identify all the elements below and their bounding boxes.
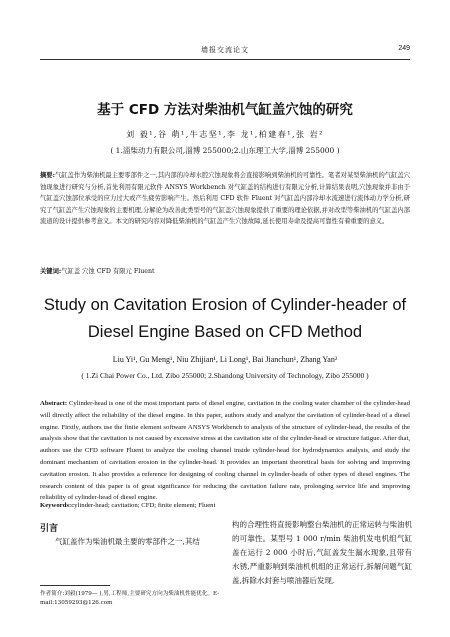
intro-text-left: 气缸盖作为柴油机最主要的零部件之一,其结 (55, 537, 200, 546)
title-english: Study on Cavitation Erosion of Cylinder-header of Diesel Engine Based on CFD Method (43, 296, 407, 341)
keywords-label-en: Keywords: (40, 502, 72, 509)
abstract-text-en: Cylinder-head is one of the most important parts of diesel engine, cavitation in the cooling water chamber of the cylinder-head will directly affect the reliability of the diesel engine. In this paper, authors study and analyze the cavitation of cylinder-head of a diesel engine. Firstly, authors use the finite element software ANSYS Workbench to analysis of the structure of cylinder-head, the results of the analysis show that the cavitation is not caused by excessive stress at the cavitation site of the cylinder-head or structure fatigue. After that, authors use the CFD software Fluent to analyze the cooling channel inside cylinder-head for hydrodynamics analysis, and study the dominant mechanism of cavitation erosion in the cylinder-head. It provides an important theoretical basis for solving and improving cavitation erosion. It also provides a reference for designing of cooling channel in cylinder-heads of other types of diesel engines. The research content of this paper is of great significance for reducing the cavitation failure rate, prolonging service life and improving reliability of cylinder-head of diesel engine. (40, 400, 410, 502)
keywords-text-cn: 气缸盖 穴蚀 CFD 有限元 Fluent (61, 268, 155, 275)
keywords-label-cn: 关键词: (40, 268, 62, 275)
abstract-english (40, 398, 410, 504)
keywords-english (40, 502, 410, 509)
abstract-text-cn: 气缸盖作为柴油机最主要零部件之一,其内部的冷却水腔穴蚀现象将会直接影响到柴油机的可靠性。笔者对某型柴油机的气缸盖穴蚀现象进行研究与分析,首先利用有限元软件 ANSYS Workbench 对气缸盖的结构进行有限元分析,计算结果表明,穴蚀现象并非由于气缸盖穴蚀部位承受的应力过大或产生疲劳影响产生。然后利用 CFD 软件 Fluent 对气缸盖内部冷却水流速进行流体动力学分析,研究了气缸盖产生穴蚀现象的主要机理,分解论为改善此类型号的气缸盖穴蚀现象提供了重要的理论依据,并对改型等柴油机的气缸盖内部流道的设计提供参考意义。本文的研究内容对降低柴油机的气缸盖产生穴蚀故障,延长使用寿命及提高可靠性有着重要的意义。 (40, 172, 410, 226)
running-header (40, 43, 410, 60)
title-chinese: 基于 CFD 方法对柴油机气缸盖穴蚀的研究 (97, 102, 353, 118)
intro-text-right: 构的合理性将直接影响整台柴油机的正常运转与柴油机的可靠性。某型号 1 000 r/min 柴油机发电机组气缸盖在运行 2 000 小时后,气缸盖发生漏水现象,且带有水锈,严重影响到柴油机机组的正常运行,拆解问题气缸盖,拆除水封套与喷油器后发现, (232, 520, 412, 585)
affiliation-chinese: ( 1.淄柴动力有限公司,淄博 255000;2.山东理工大学,淄博 255000 ) (110, 146, 340, 155)
abstract-label-en: Abstract: (40, 400, 68, 407)
page-number: 249 (398, 45, 410, 52)
author-footnote: 作者简介:刘毅(1979— ),男,工程师,主要研究方向为柴油机性能优化。E-mail:13059293@126.com (40, 591, 220, 606)
affiliation-english: ( 1.Zi Chai Power Co., Ltd. Zibo 255000; 2.Shandong University of Technology, Zibo 255000 ) (81, 371, 369, 380)
abstract-chinese (40, 170, 410, 228)
keywords-text-en: cylinder-head; cavitation; CFD; finite element; Fluent (71, 502, 216, 509)
abstract-label-cn: 摘要: (40, 172, 55, 179)
journal-section-title: 墙报交流论文 (201, 46, 249, 54)
authors-english: Liu Yi¹, Gu Meng¹, Niu Zhijian¹, Li Long¹, Bai Jianchun¹, Zhang Yan² (112, 355, 338, 364)
section-heading-intro: 引言 (40, 524, 59, 534)
authors-chinese: 刘 毅¹,谷 萌¹,牛志坚¹,李 龙¹,柏建春¹,张 岩² (126, 130, 324, 139)
keywords-chinese (40, 266, 410, 275)
footnote-divider (40, 585, 110, 586)
